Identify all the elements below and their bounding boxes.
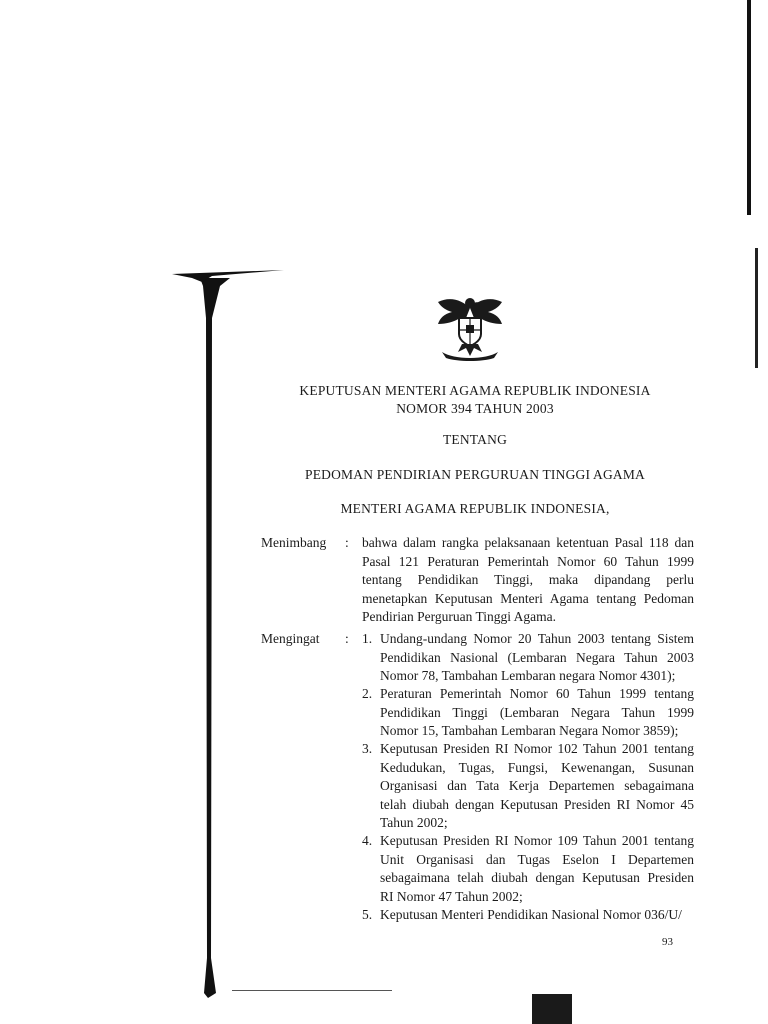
binding-top-flare <box>172 268 292 288</box>
list-item-number: 4. <box>362 833 373 848</box>
scan-bottom-line <box>232 990 392 991</box>
list-item-line: Unit Organisasi dan Tugas Eselon I Departemen <box>380 851 694 867</box>
mengingat-label: Mengingat <box>261 631 320 646</box>
list-item-line: Organisasi dan Tata Kerja Departemen sebagaimana <box>380 778 694 793</box>
decree-subject: PEDOMAN PENDIRIAN PERGURUAN TINGGI AGAMA <box>304 467 645 482</box>
menimbang-line: menetapkan Keputusan Menteri Agama tentang Pedoman <box>362 590 694 606</box>
list-item-line: RI Nomor 47 Tahun 2002; <box>380 888 523 904</box>
list-item-line: Nomor 78, Tambahan Lembaran negara Nomor 4301); <box>380 668 676 683</box>
list-item <box>380 832 694 906</box>
list-item-line: Kedudukan, Tugas, Fungsi, Kewenangan, Susunan <box>380 759 694 775</box>
list-item-line: Keputusan Menteri Pendidikan Nasional Nomor 036/U/ <box>380 907 682 922</box>
scan-artifact <box>532 994 572 1024</box>
list-item <box>380 906 694 925</box>
list-item-number: 2. <box>362 686 373 701</box>
garuda-emblem-icon <box>432 294 508 362</box>
menimbang-line: Pendirian Perguruan Tinggi Agama. <box>362 609 556 624</box>
menimbang-text <box>362 534 694 627</box>
binding-spine-shadow <box>200 278 230 998</box>
list-item-line: Undang-undang Nomor 20 Tahun 2003 tentang Sistem <box>380 631 694 646</box>
tentang-heading: TENTANG <box>442 432 508 447</box>
list-item <box>380 630 694 686</box>
list-item-number: 1. <box>362 631 373 646</box>
list-item-line: Tahun 2002; <box>380 815 448 830</box>
menimbang-line: tentang Pendidikan Tinggi, maka dipandang perlu <box>362 572 694 587</box>
scan-edge-line <box>755 248 758 368</box>
list-item-line: Pendidikan Nasional (Lembaran Negara Tahun 2003 <box>380 649 694 665</box>
menimbang-colon: : <box>345 535 349 550</box>
list-item-line: telah diubah dengan Keputusan Presiden RI Nomor 45 <box>380 796 694 812</box>
mengingat-colon: : <box>345 631 349 646</box>
menimbang-label: Menimbang <box>261 535 327 550</box>
minister-heading: MENTERI AGAMA REPUBLIK INDONESIA, <box>340 501 610 516</box>
scan-edge-line <box>747 0 751 215</box>
decree-title: KEPUTUSAN MENTERI AGAMA REPUBLIK INDONESIA <box>299 383 651 398</box>
list-item <box>380 685 694 741</box>
list-item-line: Pendidikan Tinggi (Lembaran Negara Tahun 1999 <box>380 704 694 720</box>
list-item-line: Keputusan Presiden RI Nomor 109 Tahun 2001 tentang <box>380 833 694 848</box>
list-item-number: 5. <box>362 907 373 922</box>
decree-number: NOMOR 394 TAHUN 2003 <box>396 401 554 416</box>
list-item <box>380 740 694 833</box>
page-number: 93 <box>662 936 673 948</box>
menimbang-line: bahwa dalam rangka pelaksanaan ketentuan Pasal 118 dan <box>362 535 694 550</box>
list-item-line: Peraturan Pemerintah Nomor 60 Tahun 1999 tentang <box>380 686 694 701</box>
menimbang-line: Pasal 121 Peraturan Pemerintah Nomor 60 Tahun 1999 <box>362 553 694 569</box>
list-item-line: Nomor 15, Tambahan Lembaran Negara Nomor 3859); <box>380 723 679 738</box>
list-item-line: sebagaimana telah diubah dengan Keputusan Presiden <box>380 870 694 885</box>
list-item-line: Keputusan Presiden RI Nomor 102 Tahun 2001 tentang <box>380 741 694 756</box>
list-item-number: 3. <box>362 741 373 756</box>
